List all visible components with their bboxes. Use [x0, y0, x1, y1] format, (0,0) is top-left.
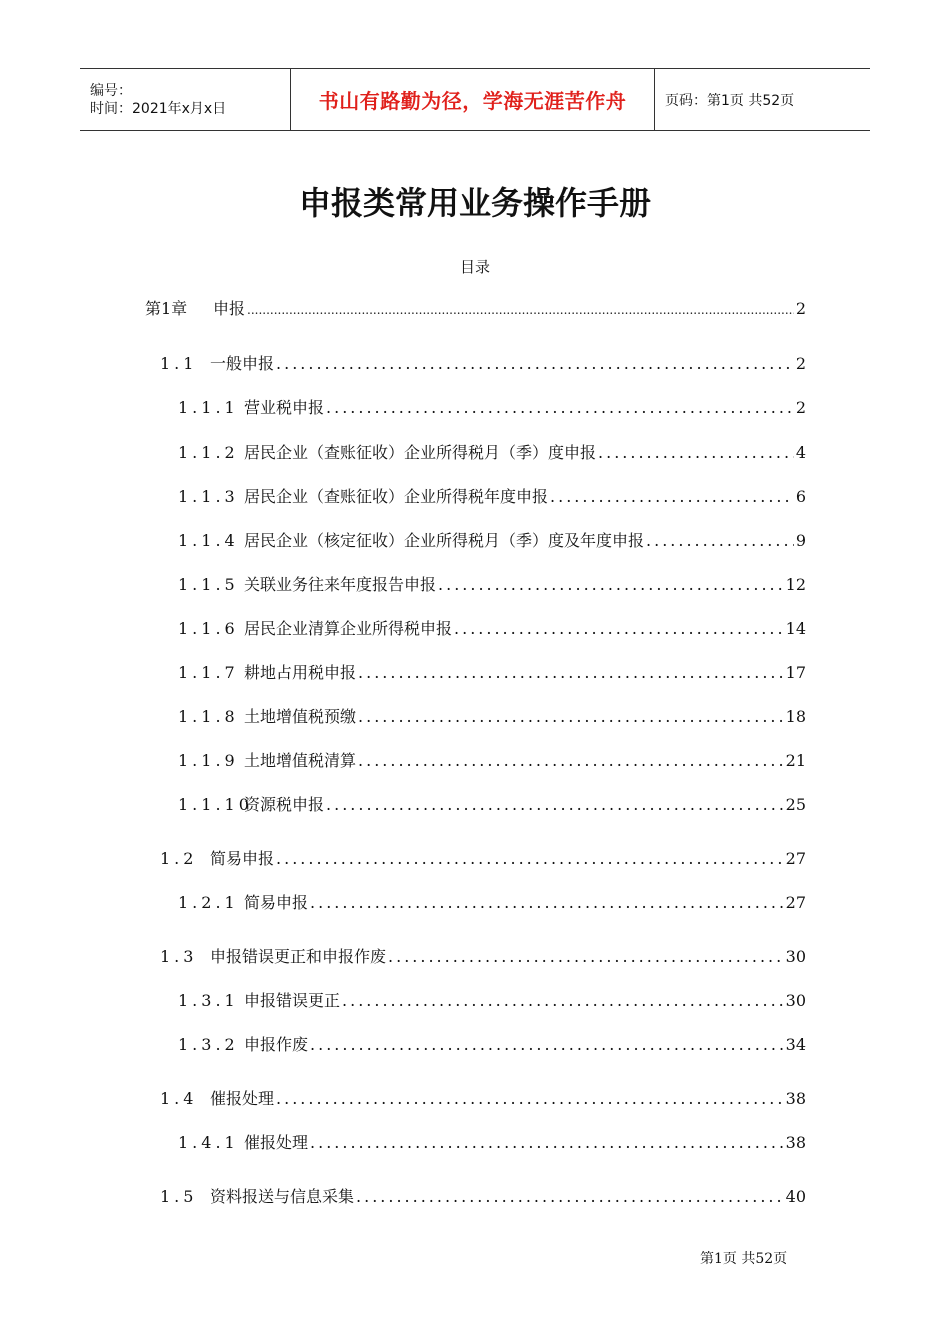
toc-entry-number: 1.5: [160, 1187, 198, 1206]
document-title: 申报类常用业务操作手册: [298, 184, 651, 222]
toc-entry-number: 1.1.3: [178, 487, 239, 506]
toc-entry-title: 资源税申报: [244, 795, 325, 814]
toc-entry-page: 27: [785, 893, 806, 912]
toc-entry[interactable]: [178, 988, 806, 1010]
toc-entry[interactable]: [160, 1184, 806, 1206]
toc-entry-number: 1.1.4: [178, 531, 239, 550]
toc-entry[interactable]: [178, 704, 806, 726]
toc-entry-number: 1.1.1: [178, 398, 239, 417]
toc-entry-title: 居民企业清算企业所得税申报: [244, 619, 453, 638]
toc-entry[interactable]: [160, 944, 806, 966]
toc-entry-page: 38: [785, 1133, 806, 1152]
toc-leader-dots: [342, 991, 784, 1010]
toc-entry[interactable]: [178, 1130, 806, 1152]
toc-entry-page: 14: [785, 619, 806, 638]
toc-entry-title: 资料报送与信息采集: [210, 1187, 355, 1206]
toc-entry-title: 催报处理: [244, 1133, 309, 1152]
toc-entry[interactable]: [178, 528, 806, 550]
toc-entry[interactable]: [178, 660, 806, 682]
toc-entry-title: 关联业务往来年度报告申报: [244, 575, 437, 594]
toc-leader-dots: [356, 1187, 784, 1206]
toc-leader-dots: [454, 619, 784, 638]
toc-leader-dots: [388, 947, 784, 966]
toc-leader-dots: [550, 487, 794, 506]
toc-leader-dots: [310, 1035, 784, 1054]
toc-entry-number: 1.2: [160, 849, 198, 868]
toc-entry-page: 25: [785, 795, 806, 814]
toc-entry[interactable]: [160, 1086, 806, 1108]
toc-entry-number: 1.3: [160, 947, 198, 966]
number-label: 编号：: [90, 82, 132, 99]
toc-entry-number: 1.3.1: [178, 991, 239, 1010]
toc-entry-title: 申报错误更正和申报作废: [210, 947, 387, 966]
toc-entry-page: 18: [785, 707, 806, 726]
toc-entry-number: 1.2.1: [178, 893, 239, 912]
toc-entry[interactable]: [178, 1032, 806, 1054]
toc-leader-dots: [326, 398, 794, 417]
toc-entry[interactable]: [178, 395, 806, 417]
toc-entry-number: 第1章: [145, 299, 188, 318]
toc-entry-title: 耕地占用税申报: [244, 663, 357, 682]
toc-entry-page: 17: [785, 663, 806, 682]
toc-entry-number: 1.3.2: [178, 1035, 239, 1054]
toc-entry-number: 1.1.9: [178, 751, 239, 770]
toc-entry[interactable]: [178, 792, 806, 814]
toc-entry[interactable]: [160, 846, 806, 868]
toc-entry[interactable]: [178, 484, 806, 506]
toc-entry-number: 1.1.5: [178, 575, 239, 594]
toc-entry-page: 21: [785, 751, 806, 770]
toc-entry-title: 居民企业（查账征收）企业所得税月（季）度申报: [244, 443, 597, 462]
toc-entry-number: 1.1.8: [178, 707, 239, 726]
toc-entry-number: 1.1: [160, 354, 198, 373]
toc-leader-dots: [598, 443, 794, 462]
toc-entry-page: 30: [785, 947, 806, 966]
toc-entry-page: 30: [785, 991, 806, 1010]
toc-leader-dots: [310, 1133, 784, 1152]
toc-entry-number: 1.1.7: [178, 663, 239, 682]
toc-entry-page: 12: [785, 575, 806, 594]
toc-entry-title: 土地增值税清算: [244, 751, 357, 770]
toc-entry-title: 土地增值税预缴: [244, 707, 357, 726]
toc-entry-title: 催报处理: [210, 1089, 275, 1108]
header-page-info: 页码：第1页 共52页: [665, 92, 795, 109]
toc-entry[interactable]: [178, 616, 806, 638]
toc-entry-number: 1.1.6: [178, 619, 239, 638]
toc-entry-number: 1.1.10: [178, 795, 253, 814]
toc-entry-title: 简易申报: [210, 849, 275, 868]
toc-leader-dots: [358, 707, 784, 726]
toc-entry[interactable]: [160, 351, 806, 373]
toc-entry-page: 2: [795, 354, 806, 373]
toc-entry-number: 1.4.1: [178, 1133, 239, 1152]
toc-leader-dots: [276, 849, 784, 868]
toc-entry-page: 40: [785, 1187, 806, 1206]
toc-entry[interactable]: [178, 572, 806, 594]
toc-heading: 目录: [459, 258, 490, 276]
page-footer: 第1页 共52页: [700, 1251, 788, 1267]
toc-leader-dots: [247, 303, 794, 317]
toc-entry[interactable]: [178, 748, 806, 770]
toc-entry-page: 9: [795, 531, 806, 550]
toc-entry-title: 申报: [213, 299, 246, 318]
toc-entry-page: 6: [795, 487, 806, 506]
toc-entry-title: 营业税申报: [244, 398, 325, 417]
toc-entry-number: 1.4: [160, 1089, 198, 1108]
toc-entry-title: 简易申报: [244, 893, 309, 912]
toc-entry-title: 居民企业（查账征收）企业所得税年度申报: [244, 487, 549, 506]
toc-leader-dots: [646, 531, 794, 550]
time-label: 时间：2021年x月x日: [90, 100, 227, 117]
toc-entry-page: 4: [795, 443, 806, 462]
toc-entry[interactable]: [178, 890, 806, 912]
toc-entry-page: 34: [785, 1035, 806, 1054]
toc-entry-page: 2: [795, 398, 806, 417]
toc-entry-title: 申报作废: [244, 1035, 309, 1054]
toc-leader-dots: [276, 354, 794, 373]
toc-entry-title: 居民企业（核定征收）企业所得税月（季）度及年度申报: [244, 531, 645, 550]
toc-entry-title: 一般申报: [210, 354, 275, 373]
toc-leader-dots: [326, 795, 784, 814]
toc-entry-page: 2: [795, 299, 806, 318]
toc-leader-dots: [358, 751, 784, 770]
toc-leader-dots: [310, 893, 784, 912]
toc-entry-page: 27: [785, 849, 806, 868]
header-motto: 书山有路勤为径，学海无涯苦作舟: [318, 89, 627, 113]
toc-leader-dots: [438, 575, 784, 594]
toc-entry[interactable]: [145, 296, 806, 318]
toc-entry-number: 1.1.2: [178, 443, 239, 462]
toc-entry[interactable]: [178, 440, 806, 462]
toc-entry-title: 申报错误更正: [244, 991, 341, 1010]
toc-entry-page: 38: [785, 1089, 806, 1108]
toc-leader-dots: [276, 1089, 784, 1108]
toc-leader-dots: [358, 663, 784, 682]
